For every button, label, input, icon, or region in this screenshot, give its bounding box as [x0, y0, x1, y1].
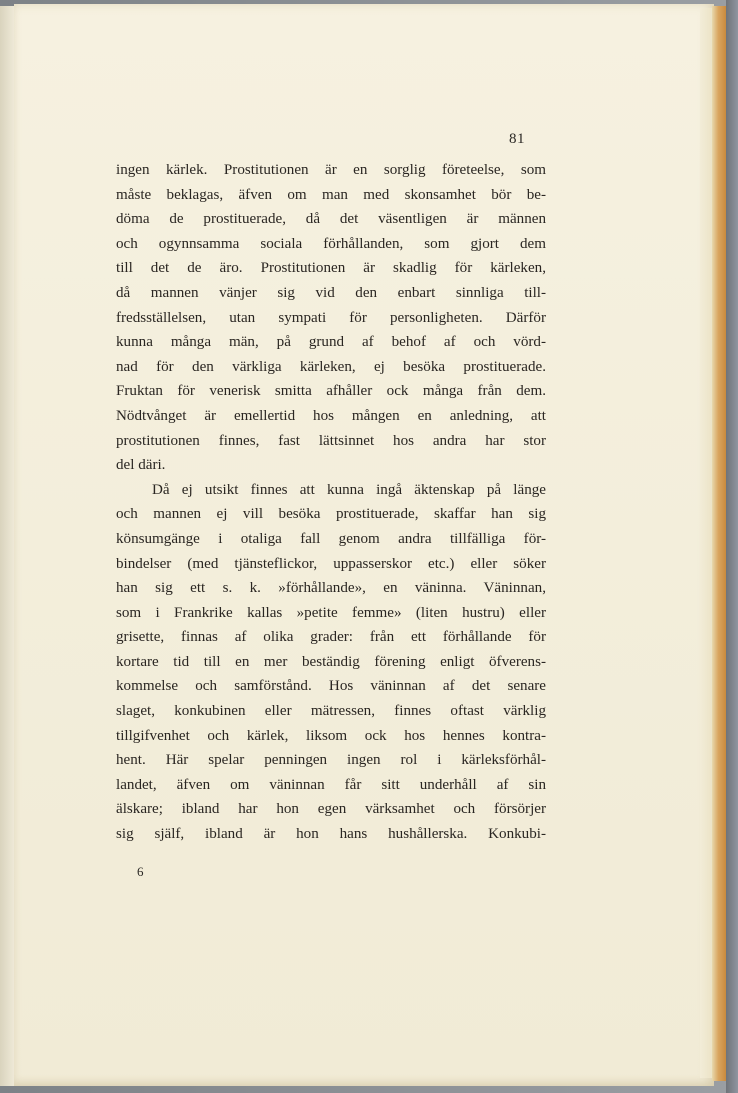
text-line: måste beklagas, äfven om man med skonsamhet bör be-: [116, 186, 546, 203]
text-line: han sig ett s. k. »förhållande», en väninna. Väninnan,: [116, 580, 546, 597]
text-line: som i Frankrike kallas »petite femme» (liten hustru) eller: [116, 604, 546, 621]
text-line: bindelser (med tjänsteflickor, uppasserskor etc.) eller söker: [116, 555, 546, 572]
text-line: könsumgänge i otaliga fall genom andra tillfälliga för-: [116, 530, 546, 547]
text-line: kortare tid till en mer beständig förening enligt öfverens-: [116, 653, 546, 670]
text-line: och mannen ej vill besöka prostituerade, skaffar han sig: [116, 506, 546, 523]
text-line: grisette, finnas af olika grader: från ett förhållande för: [116, 629, 546, 646]
text-line: Fruktan för venerisk smitta afhåller ock många från dem.: [116, 383, 546, 400]
text-line: Nödtvånget är emellertid hos mången en anledning, att: [116, 407, 546, 424]
text-line: del däri.: [116, 457, 166, 474]
text-line: fredsställelsen, utan sympati för personligheten. Därför: [116, 309, 546, 326]
page-number: 81: [509, 131, 525, 147]
text-line: till det de äro. Prostitutionen är skadlig för kärleken,: [116, 260, 546, 277]
text-line: tillgifvenhet och kärlek, liksom ock hos hennes kontra-: [116, 727, 546, 744]
text-line: prostitutionen finnes, fast lättsinnet hos andra har stor: [116, 432, 546, 449]
signature-mark: 6: [137, 864, 144, 879]
text-line: ingen kärlek. Prostitutionen är en sorglig företeelse, som: [116, 162, 546, 178]
text-line: kunna många män, på grund af behof af och vörd-: [116, 334, 546, 351]
text-line: då mannen vänjer sig vid den enbart sinnliga till-: [116, 284, 546, 301]
text-line: slaget, konkubinen eller mätressen, finnes oftast värklig: [116, 703, 546, 720]
text-line: Då ej utsikt finnes att kunna ingå äktenskap på länge: [152, 481, 546, 498]
text-line: älskare; ibland har hon egen värksamhet och försörjer: [116, 801, 546, 818]
gilded-page-edge: [712, 6, 726, 1081]
text-line: döma de prostituerade, då det väsentligen är männen: [116, 211, 546, 228]
text-line: landet, äfven om väninnan får sitt underhåll af sin: [116, 776, 546, 793]
previous-page-edge: [0, 6, 15, 1086]
text-line: och ogynnsamma sociala förhållanden, som gjort dem: [116, 235, 546, 252]
body-text: [116, 158, 546, 847]
text-line: hent. Här spelar penningen ingen rol i kärleksförhål-: [116, 752, 546, 769]
text-line: sig själf, ibland är hon hans hushållerska. Konkubi-: [116, 826, 546, 843]
text-line: nad för den värkliga kärleken, ej besöka prostituerade.: [116, 358, 546, 375]
text-line: kommelse och samförstånd. Hos väninnan af det senare: [116, 678, 546, 695]
right-scan-shadow: [726, 0, 738, 1093]
